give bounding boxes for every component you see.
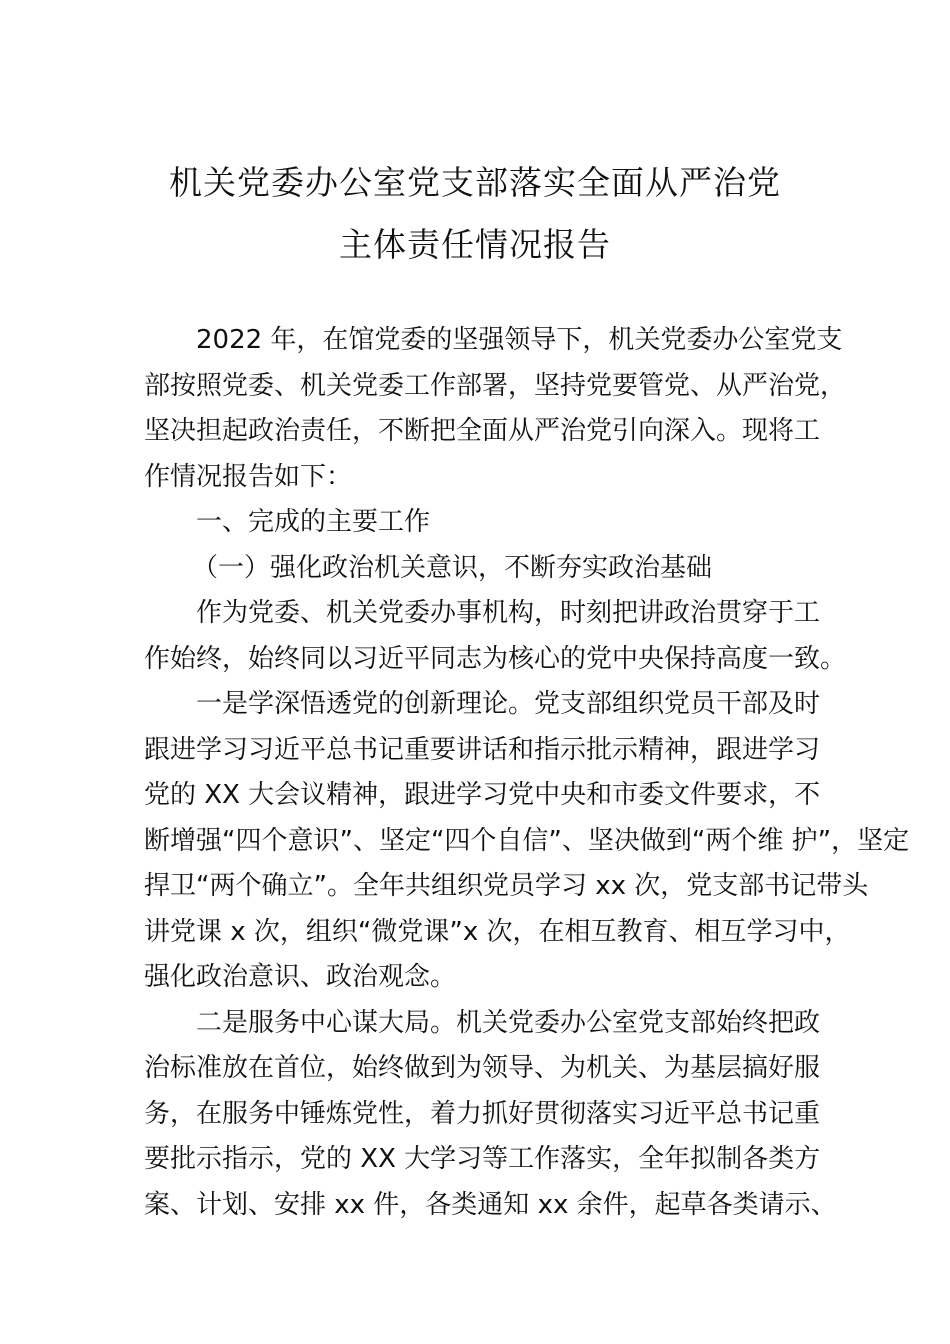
- text-line: 讲党课 x 次，组织“微党课”x 次，在相互教育、相互学习中，: [144, 916, 851, 947]
- text-line: 党的 XX 大会议精神，跟进学习党中央和市委文件要求，不: [144, 780, 821, 810]
- text-line: 强化政治意识、政治观念。: [144, 962, 457, 992]
- text-line: 要批示指示，党的 XX 大学习等工作落实，全年拟制各类方: [144, 1144, 821, 1174]
- text-line: 部按照党委、机关党委工作部署，坚持党要管党、从严治党，: [144, 370, 847, 401]
- text-line: 一是学深悟透党的创新理论。党支部组织党员干部及时: [196, 689, 821, 719]
- text-line: 作始终，始终同以习近平同志为核心的党中央保持高度一致。: [144, 643, 847, 674]
- text-line: 断增强“四个意识”、坚定“四个自信”、坚决做到“两个维 护”，坚定: [144, 825, 910, 856]
- text-line: 2022 年，在馆党委的坚强领导下，机关党委办公室党支: [196, 325, 843, 355]
- subsection-heading: （一）强化政治机关意识，不断夯实政治基础: [192, 552, 713, 583]
- text-line: 治标准放在首位，始终做到为领导、为机关、为基层搞好服: [144, 1053, 821, 1083]
- paragraph-3: [144, 682, 910, 1001]
- text-line: 坚决担起政治责任，不断把全面从严治党引向深入。现将工: [144, 416, 821, 446]
- text-line: 案、计划、安排 xx 件，各类通知 xx 余件，起草各类请示、: [144, 1189, 837, 1220]
- paragraph-2: [144, 591, 847, 682]
- text-line: 二是服务中心谋大局。机关党委办公室党支部始终把政: [196, 1007, 821, 1038]
- document-body: [144, 318, 910, 1228]
- paragraph-4: [144, 1001, 837, 1229]
- section-heading: 一、完成的主要工作: [196, 507, 431, 537]
- text-line: 捍卫“两个确立”。全年共组织党员学习 xx 次，党支部书记带头: [144, 871, 869, 901]
- text-line: 作为党委、机关党委办事机构，时刻把讲政治贯穿于工: [196, 598, 821, 628]
- document-title-line-1: 机关党委办公室党支部落实全面从严治党: [169, 163, 781, 202]
- text-line: 务，在服务中锤炼党性，着力抓好贯彻落实习近平总书记重: [144, 1098, 821, 1129]
- text-line: 作情况报告如下：: [144, 461, 353, 492]
- paragraph-intro: [144, 318, 847, 500]
- document-title-line-2: 主体责任情况报告: [339, 225, 611, 264]
- text-line: 跟进学习习近平总书记重要讲话和指示批示精神，跟进学习: [144, 734, 821, 765]
